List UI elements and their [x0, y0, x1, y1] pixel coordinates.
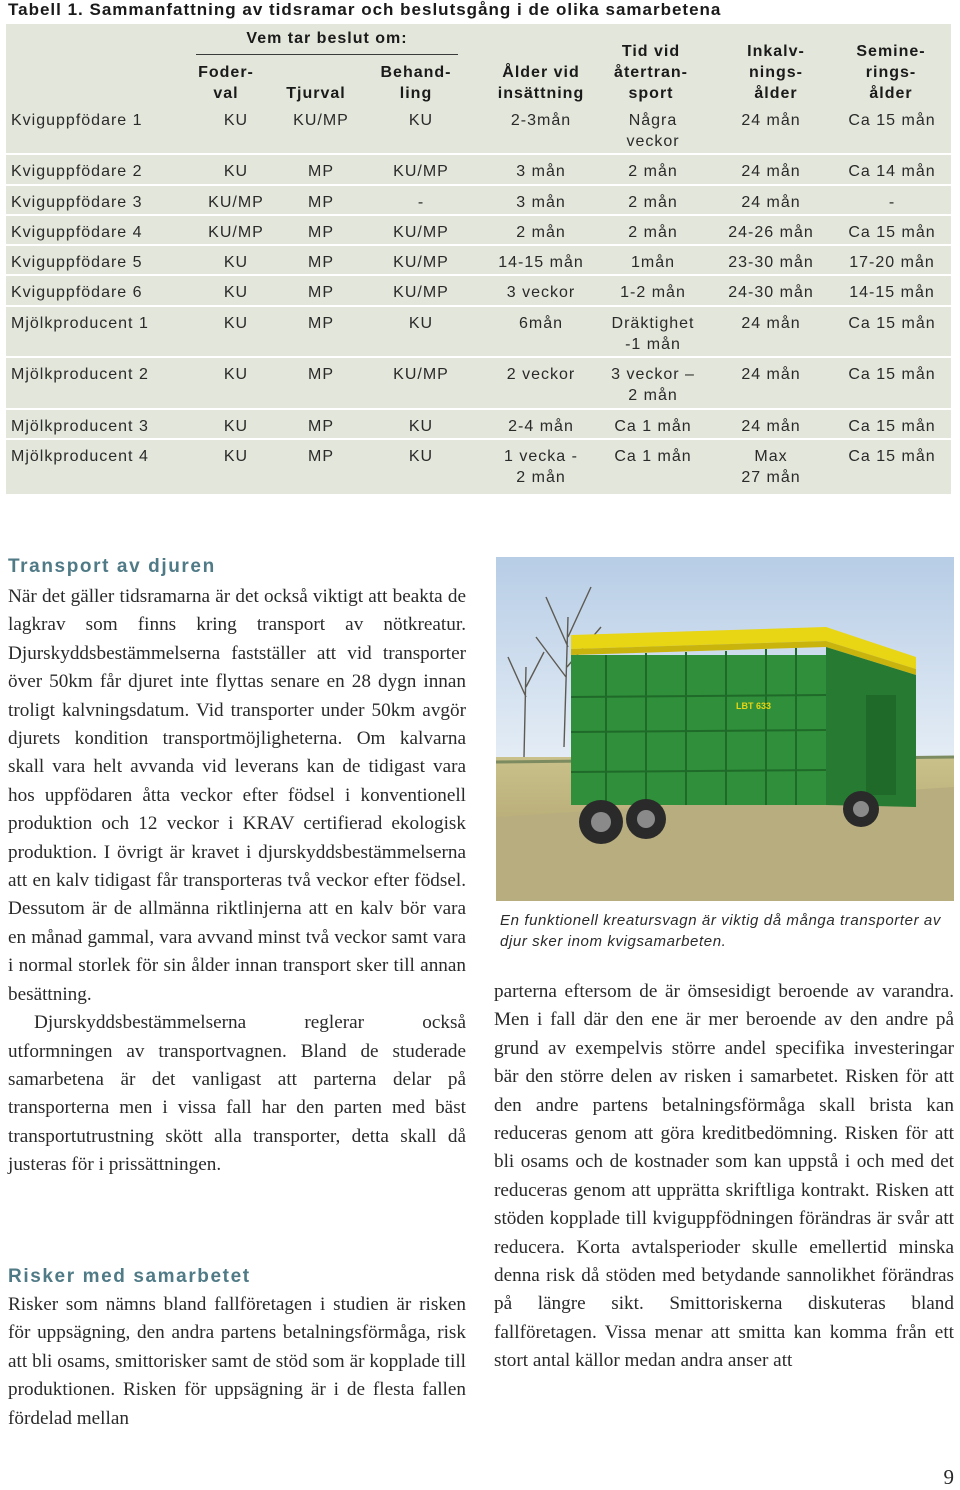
cell-behandling: KU: [408, 315, 434, 332]
cell-tjurval: KU/MP: [293, 112, 349, 129]
cell-inkalv: 24-30 mån: [728, 284, 814, 301]
cell-inkalv: 24 mån: [741, 112, 801, 129]
table-title: Tabell 1. Sammanfattning av tidsramar och beslutsgång i de olika samarbetena: [8, 0, 722, 19]
cell-foderval: KU: [223, 284, 249, 301]
cell-semin: Ca 15 mån: [848, 112, 936, 129]
cell-tid: Ca 1 mån: [614, 448, 692, 465]
cell-tjurval: MP: [308, 163, 334, 180]
cell-behandling: KU/MP: [393, 366, 449, 383]
header-inkalvningsalder: Inkalv- nings- ålder: [747, 43, 805, 102]
cell-behandling: KU/MP: [393, 284, 449, 301]
table-row: [6, 244, 951, 276]
cell-inkalv: 24 mån: [741, 366, 801, 383]
cell-behandling: KU/MP: [393, 163, 449, 180]
cell-semin: Ca 15 mån: [848, 366, 936, 383]
cell-semin: -: [888, 194, 896, 211]
group-header-rule: [196, 54, 458, 55]
header-tid-atertransport: Tid vid återtran- sport: [614, 43, 688, 102]
cell-tjurval: MP: [308, 194, 334, 211]
cell-inkalv: 24 mån: [741, 163, 801, 180]
summary-table: [6, 24, 951, 494]
trailer-photo: [496, 557, 954, 901]
row-label: Kviguppfödare 5: [11, 254, 143, 271]
cell-foderval: KU: [223, 254, 249, 271]
cell-tid: Dräktighet -1 mån: [611, 315, 695, 353]
cell-behandling: KU/MP: [393, 254, 449, 271]
table-row: [6, 438, 951, 496]
page-number: 9: [943, 1465, 954, 1489]
right-column-text: [494, 978, 954, 1376]
heading-transport: Transport av djuren: [8, 556, 216, 577]
cell-behandling: KU: [408, 448, 434, 465]
cell-inkalv: 24 mån: [741, 315, 801, 332]
cell-tid: 1mån: [630, 254, 676, 271]
cell-semin: Ca 15 mån: [848, 315, 936, 332]
cell-foderval: KU: [223, 163, 249, 180]
row-label: Kviguppfödare 2: [11, 163, 143, 180]
row-label: Kviguppfödare 1: [11, 112, 143, 129]
table-row: [6, 214, 951, 246]
header-behandling: Behand- ling: [380, 64, 452, 102]
table-row: [6, 104, 951, 153]
table-row: [6, 408, 951, 440]
cell-inkalv: 23-30 mån: [728, 254, 814, 271]
cell-semin: Ca 15 mån: [848, 224, 936, 241]
paragraph: Risker som nämns bland fallföretagen i studien är risken för uppsägning, den andra partens betalningsförmåga, risk att bli osams, smittorisker samt de stöd som är kopplade till produktionen. Risken för uppsägning är i de flesta fallen fördelad mellan: [8, 1294, 466, 1429]
cell-foderval: KU/MP: [208, 224, 264, 241]
cell-tid: 2 mån: [628, 224, 678, 241]
cell-inkalv: 24 mån: [741, 194, 801, 211]
cell-semin: Ca 15 mån: [848, 418, 936, 435]
cell-alder: 3 veckor: [506, 284, 576, 301]
cell-semin: Ca 14 mån: [848, 163, 936, 180]
row-label: Mjölkproducent 3: [11, 418, 149, 435]
table-row: [6, 184, 951, 216]
cell-inkalv: Max 27 mån: [741, 448, 801, 486]
cell-inkalv: 24 mån: [741, 418, 801, 435]
table-row: [6, 356, 951, 410]
cell-alder: 1 vecka - 2 mån: [504, 448, 578, 486]
table-row: [6, 274, 951, 307]
cell-tid: 2 mån: [628, 163, 678, 180]
transport-text: [8, 583, 466, 1180]
cell-alder: 3 mån: [516, 194, 566, 211]
cell-alder: 2-3mån: [510, 112, 572, 129]
row-label: Kviguppfödare 6: [11, 284, 143, 301]
cell-tjurval: MP: [308, 315, 334, 332]
risker-text: [8, 1291, 466, 1433]
cell-tid: Några veckor: [626, 112, 680, 150]
trailer-label: LBT 633: [736, 701, 772, 711]
cell-tjurval: MP: [308, 418, 334, 435]
heading-risker: Risker med samarbetet: [8, 1266, 251, 1287]
cell-behandling: -: [417, 194, 425, 211]
cell-tjurval: MP: [308, 366, 334, 383]
cell-semin: 17-20 mån: [849, 254, 935, 271]
cell-tid: 3 veckor – 2 mån: [611, 366, 695, 404]
table-row: [6, 153, 951, 186]
row-label: Mjölkproducent 4: [11, 448, 149, 465]
cell-inkalv: 24-26 mån: [728, 224, 814, 241]
cell-behandling: KU: [408, 112, 434, 129]
cell-tjurval: MP: [308, 284, 334, 301]
cell-tid: 1-2 mån: [620, 284, 686, 301]
header-foderval: Foder- val: [198, 64, 254, 102]
cell-tid: Ca 1 mån: [614, 418, 692, 435]
row-label: Mjölkproducent 2: [11, 366, 149, 383]
cell-alder: 2 veckor: [506, 366, 576, 383]
cell-alder: 6mån: [518, 315, 564, 332]
cell-alder: 2 mån: [516, 224, 566, 241]
cell-tjurval: MP: [308, 224, 334, 241]
row-label: Mjölkproducent 1: [11, 315, 149, 332]
cell-tjurval: MP: [308, 254, 334, 271]
cell-foderval: KU: [223, 366, 249, 383]
cell-alder: 2-4 mån: [508, 418, 574, 435]
paragraph: Djurskyddsbestämmelserna reglerar också utformningen av transportvagnen. Bland de studerade samarbetena är det vanligast att parterna delar på transporterna men i vissa fall har den parten med bäst transportutrustning skött alla transporter, detta skall då justeras för i prissättningen.: [8, 1012, 466, 1176]
cell-behandling: KU: [408, 418, 434, 435]
group-header: Vem tar beslut om:: [246, 30, 408, 47]
paragraph: parterna eftersom de är ömsesidigt beroende av varandra. Men i fall där den ene är mer beroende av den andre på grund av exempelvis större andel specifika investeringar bär den större delen av risken i samarbetet. Risken för att den andre partens betalningsförmåga skall brista kan reduceras genom att göra kreditbedömning. Risken för att bli osams och de kostnader som kan uppstå i och med det reduceras genom att upprätta skriftliga kontrakt. Risken att stöden kopplade till kviguppfödningen förändras är svår att reducera. Korta avtalsperioder skulle emellertid minska denna risk då stöden med betydande sannolikhet förändras på längre sikt. Smittoriskerna diskuteras bland fallföretagen. Vissa menar att smitta kan komma från ett stort antal källor medan andra anser att: [494, 981, 954, 1372]
cell-semin: 14-15 mån: [849, 284, 935, 301]
row-label: Kviguppfödare 3: [11, 194, 143, 211]
header-tjurval: Tjurval: [286, 85, 346, 102]
cell-alder: 3 mån: [516, 163, 566, 180]
cell-foderval: KU: [223, 418, 249, 435]
cell-tjurval: MP: [308, 448, 334, 465]
photo-caption: En funktionell kreatursvagn är viktig då många transporter av djur sker inom kvigsamarbeten.: [500, 912, 941, 950]
header-alder-insattning: Ålder vid insättning: [497, 64, 585, 102]
cell-foderval: KU/MP: [208, 194, 264, 211]
cell-alder: 14-15 mån: [498, 254, 584, 271]
cell-tid: 2 mån: [628, 194, 678, 211]
cell-semin: Ca 15 mån: [848, 448, 936, 465]
row-label: Kviguppfödare 4: [11, 224, 143, 241]
header-semineringsalder: Semine- rings- ålder: [856, 43, 926, 102]
paragraph: När det gäller tidsramarna är det också viktigt att beakta de lagkrav som finns kring transport av nötkreatur. Djurskyddsbestämmelserna fastställer att vid transporter över 50km får djuret inte flyttas senare en 28 dygn innan troligt kalvningsdatum. Vid transporter under 50km avgör djurets kondition transportmöjligheterna. Om kalvarna skall vara helt avvanda vid leverans kan de tidigast vara hos uppfödaren åtta veckor efter födsel i konventionell produktion och 12 veckor i KRAV certifierad ekologisk produktion. I övrigt är kravet i djurskyddsbestämmelserna att en kalv tidigast får transporteras två veckor efter födsel. Dessutom är de allmänna riktlinjerna att en kalv bör vara en månad gammal, vara avvand minst två veckor samt vara i normal storlek för sin ålder innan transport sker till annan besättning.: [8, 586, 466, 1005]
table-row: [6, 305, 951, 358]
cell-foderval: KU: [223, 315, 249, 332]
cell-foderval: KU: [223, 448, 249, 465]
cell-behandling: KU/MP: [393, 224, 449, 241]
cell-foderval: KU: [223, 112, 249, 129]
